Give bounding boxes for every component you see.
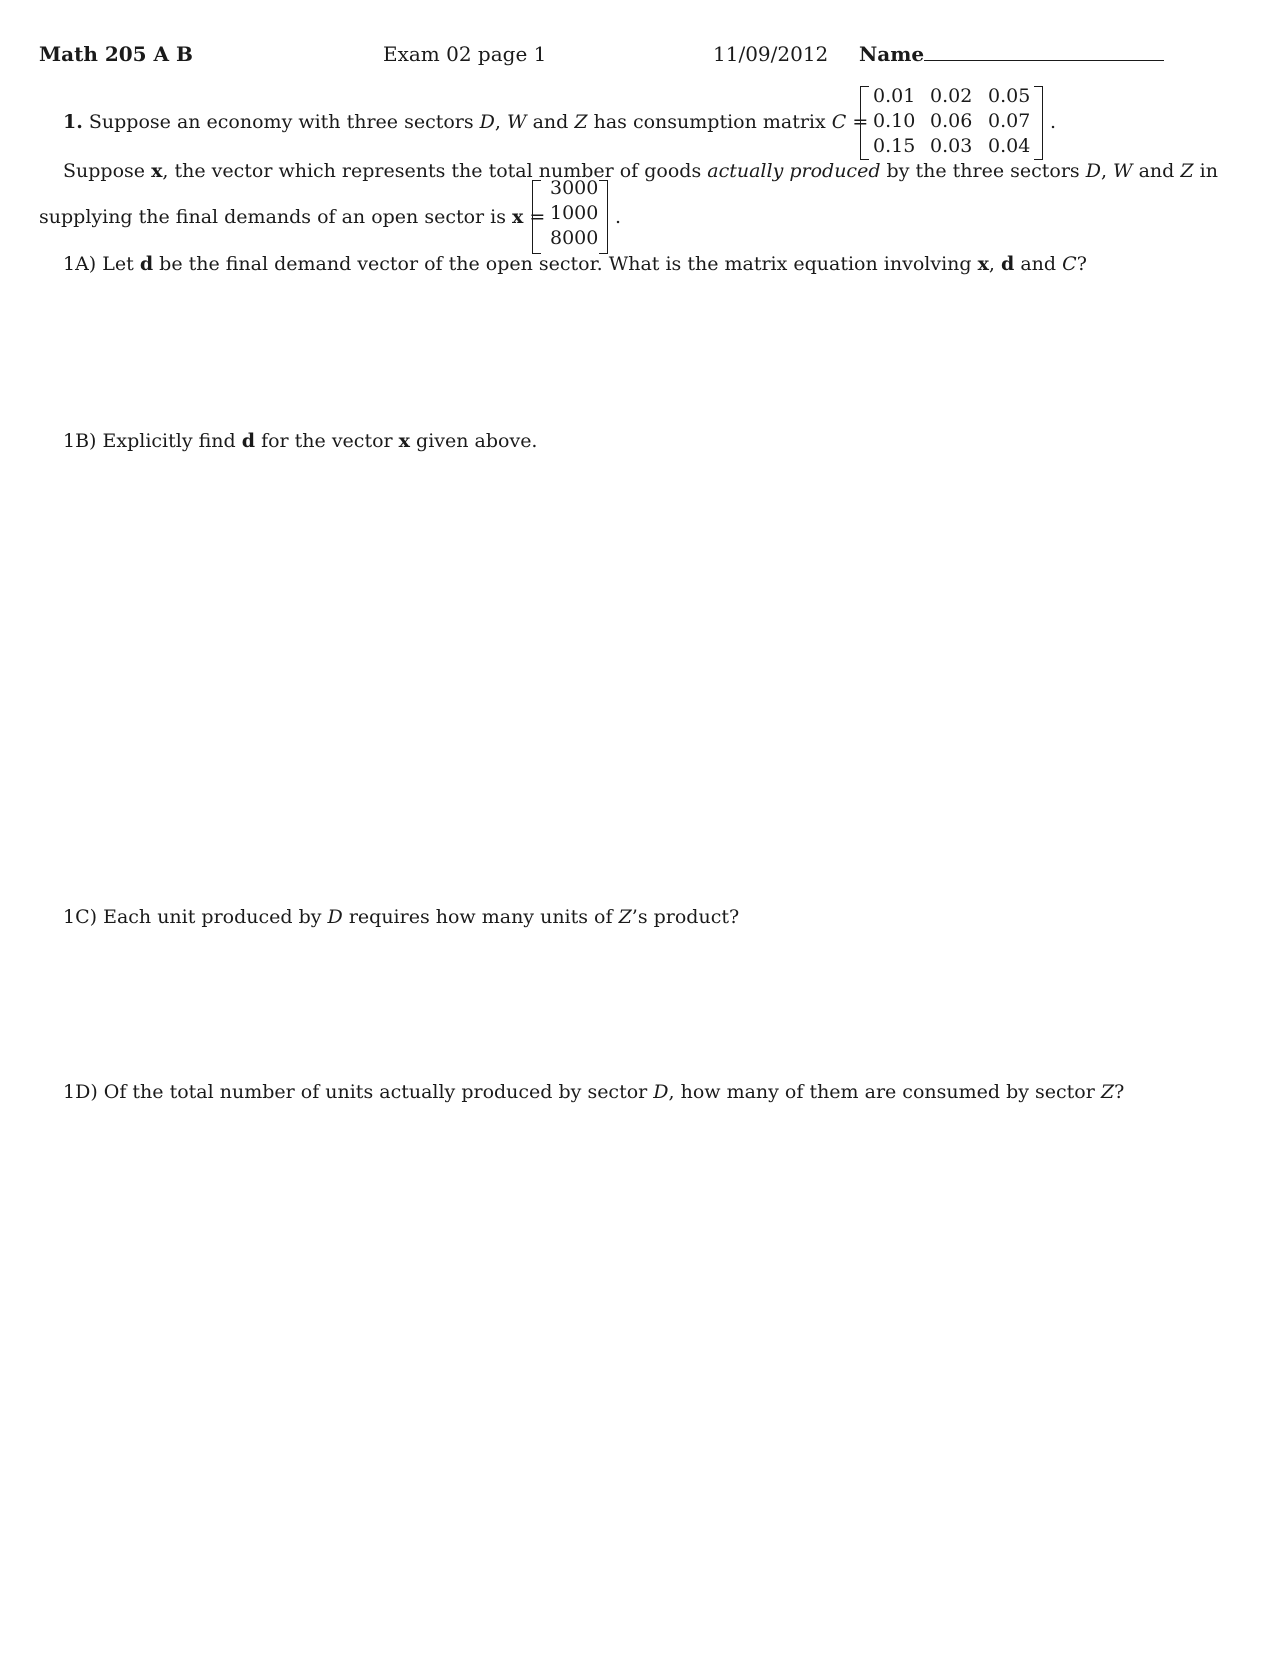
question-1a [63, 253, 1087, 275]
q1b-text-2: given above. [416, 430, 538, 452]
q1a-label: 1A) Let [63, 253, 134, 275]
question-1b [63, 430, 537, 452]
q1d-label: 1D) Of the total number of units actually produced by sector [63, 1081, 648, 1103]
question-mark: ? [1114, 1081, 1125, 1103]
matrix-symbol-c: C [1062, 253, 1077, 275]
matrix-cell: 0.02 [930, 85, 973, 107]
sector-z: Z [618, 906, 632, 928]
matrix-cell: 0.07 [988, 110, 1031, 132]
vector-x: x [151, 160, 163, 182]
sector-z: Z [1180, 160, 1194, 182]
in-text: in [1199, 160, 1218, 182]
name-field [859, 42, 1164, 66]
vector-cell: 8000 [550, 227, 599, 249]
question-1d [63, 1081, 1124, 1103]
sector-d: D [327, 906, 343, 928]
sector-d: D [479, 111, 495, 133]
q1d-text-1: , how many of them are consumed by sector [668, 1081, 1095, 1103]
exam-page-label: Exam 02 page 1 [383, 42, 547, 66]
q1b-text-1: for the vector [261, 430, 393, 452]
production-vector [532, 177, 608, 254]
vector-period: . [615, 206, 622, 228]
line2-text-a: Suppose [63, 160, 146, 182]
q1b-label: 1B) Explicitly find [63, 430, 236, 452]
matrix-cell: 0.03 [930, 135, 973, 157]
right-bracket [1034, 86, 1043, 160]
intro-text-1: Suppose an economy with three sectors [88, 111, 474, 133]
sector-z: Z [1100, 1081, 1115, 1103]
vector-x: x [512, 206, 524, 228]
problem1-line1 [63, 111, 868, 133]
q1c-text-2: ’s product? [631, 906, 740, 928]
line2-text-b: , the vector which represents the total number of goods [162, 160, 702, 182]
vector-cell: 3000 [550, 177, 599, 199]
matrix-symbol-c: C [831, 111, 847, 133]
matrix-period: . [1050, 111, 1057, 133]
matrix-cell: 0.06 [930, 110, 973, 132]
problem-number: 1. [63, 111, 83, 133]
q1c-label: 1C) Each unit produced by [63, 906, 322, 928]
problem1-line3 [39, 206, 545, 228]
q1a-text: be the final demand vector of the open sector. What is the matrix equation involving [159, 253, 972, 275]
vector-d: d [241, 430, 256, 452]
line2-italic: actually produced [707, 160, 881, 182]
vector-x: x [977, 253, 989, 275]
matrix-cell: 0.05 [988, 85, 1031, 107]
equals-sign: = [852, 111, 869, 133]
left-bracket [532, 180, 541, 254]
right-bracket [599, 180, 608, 254]
intro-text-2: has consumption matrix [593, 111, 826, 133]
question-1c [63, 906, 739, 928]
matrix-cell: 0.01 [873, 85, 916, 107]
sector-z: Z [574, 111, 588, 133]
vector-x: x [398, 430, 410, 452]
line2-text-c: by the three sectors [886, 160, 1080, 182]
q1c-text-1: requires how many units of [348, 906, 613, 928]
name-label: Name [859, 42, 925, 66]
name-blank-line [924, 42, 1164, 61]
vector-d: d [1001, 253, 1015, 275]
and-text: and [1020, 253, 1057, 275]
exam-date: 11/09/2012 [713, 42, 829, 66]
matrix-cell: 0.10 [873, 110, 916, 132]
left-bracket [860, 86, 869, 160]
sector-d: D [1085, 160, 1101, 182]
vector-cell: 1000 [550, 202, 599, 224]
line3-text: supplying the final demands of an open sector is [39, 206, 506, 228]
matrix-cell: 0.15 [873, 135, 916, 157]
and-text: and [532, 111, 569, 133]
consumption-matrix [860, 86, 1043, 160]
course-title: Math 205 A B [39, 42, 193, 66]
equals-sign: = [529, 206, 546, 228]
comma: , [988, 253, 995, 275]
vector-d: d [139, 253, 154, 275]
problem1-line2 [63, 160, 1218, 182]
and-text: and [1138, 160, 1175, 182]
comma: , [1100, 160, 1107, 182]
matrix-cell: 0.04 [988, 135, 1031, 157]
question-mark: ? [1076, 253, 1087, 275]
sector-w: W [1113, 160, 1133, 182]
sector-d: D [653, 1081, 669, 1103]
sector-w: W [507, 111, 527, 133]
comma: , [494, 111, 501, 133]
